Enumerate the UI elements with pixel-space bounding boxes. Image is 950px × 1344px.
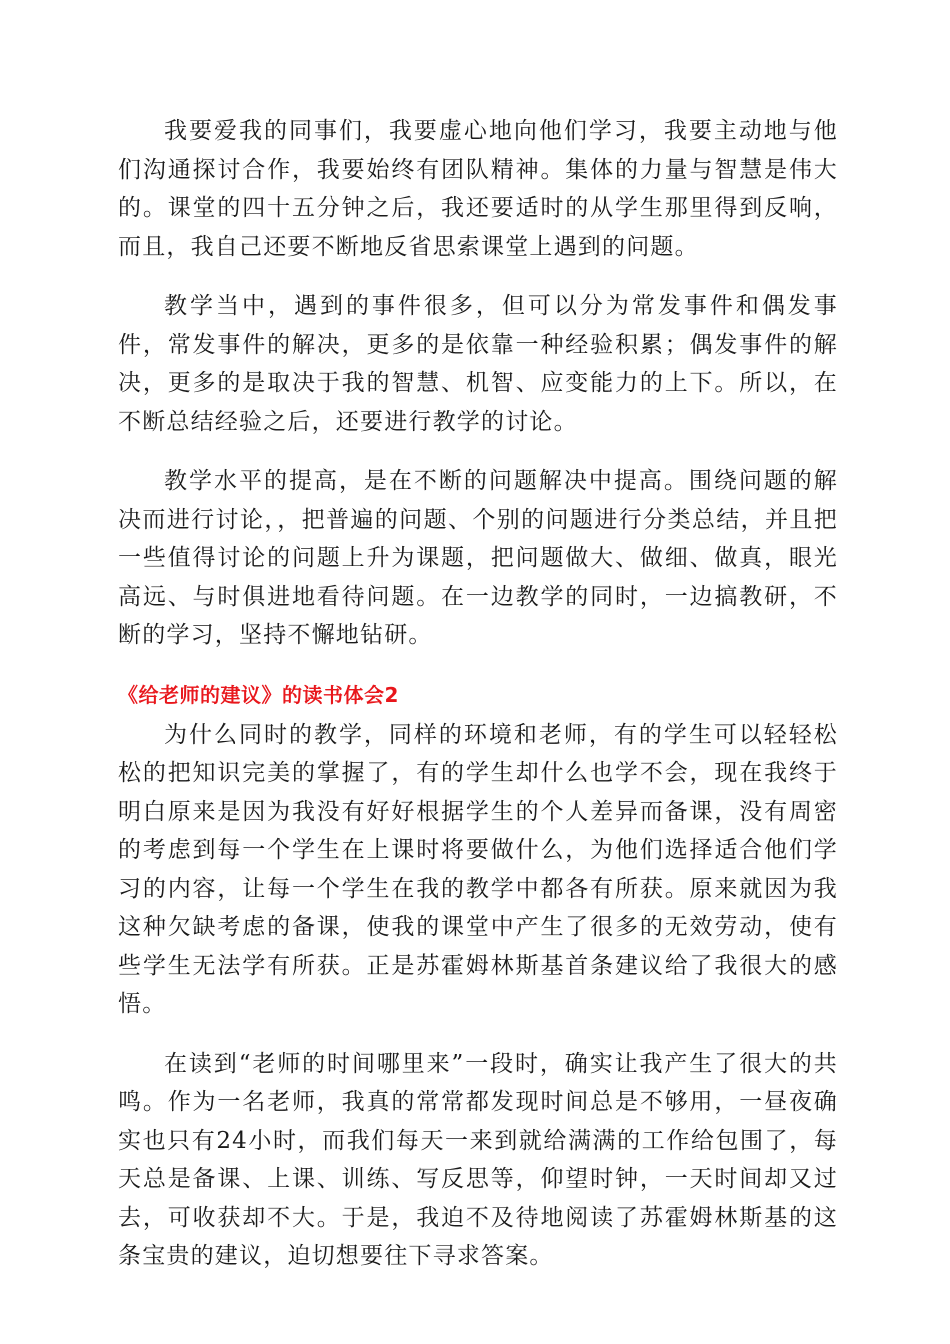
paragraph-teacher-time: 在读到“老师的时间哪里来”一段时，确实让我产生了很大的共鸣。作为一名老师，我真的常常都发现时间总是不够用，一昼夜确实也只有24小时，而我们每天一来到就给满满的工作给包围了，每天总是备课、上课、训练、写反思等，仰望时钟，一天时间却又过去，可收获却不大。于是，我迫不及待地阅读了苏霍姆林斯基的这条宝贵的建议，迫切想要往下寻求答案。 bbox=[118, 1050, 838, 1269]
paragraph-teaching-level: 教学水平的提高，是在不断的问题解决中提高。围绕问题的解决而进行讨论，，把普遍的问题、个别的问题进行分类总结，并且把一些值得讨论的问题上升为课题，把问题做大、做细、做真，眼光高远、与时俱进地看待问题。在一边教学的同时，一边搞教研，不断的学习，坚持不懈地钻研。 bbox=[118, 468, 838, 648]
paragraph-colleagues: 我要爱我的同事们，我要虚心地向他们学习，我要主动地与他们沟通探讨合作，我要始终有团队精神。集体的力量与智慧是伟大的。课堂的四十五分钟之后，我还要适时的从学生那里得到反响，而且，我自己还要不断地反省思索课堂上遇到的问题。 bbox=[118, 118, 838, 260]
paragraph-teaching-events: 教学当中，遇到的事件很多，但可以分为常发事件和偶发事件，常发事件的解决，更多的是依靠一种经验积累；偶发事件的解决，更多的是取决于我的智慧、机智、应变能力的上下。所以，在不断总结经验之后，还要进行教学的讨论。 bbox=[118, 293, 838, 435]
section-heading: 《给老师的建议》的读书体会2 bbox=[118, 682, 399, 707]
paragraph-individual-differences: 为什么同时的教学，同样的环境和老师，有的学生可以轻轻松松的把知识完美的掌握了，有的学生却什么也学不会，现在我终于明白原来是因为我没有好好根据学生的个人差异而备课，没有周密的考虑到每一个学生在上课时将要做什么，为他们选择适合他们学习的内容，让每一个学生在我的教学中都各有所获。原来就因为我这种欠缺考虑的备课，使我的课堂中产生了很多的无效劳动，使有些学生无法学有所获。正是苏霍姆林斯基首条建议给了我很大的感悟。 bbox=[118, 721, 838, 1017]
document-page bbox=[118, 112, 838, 1297]
